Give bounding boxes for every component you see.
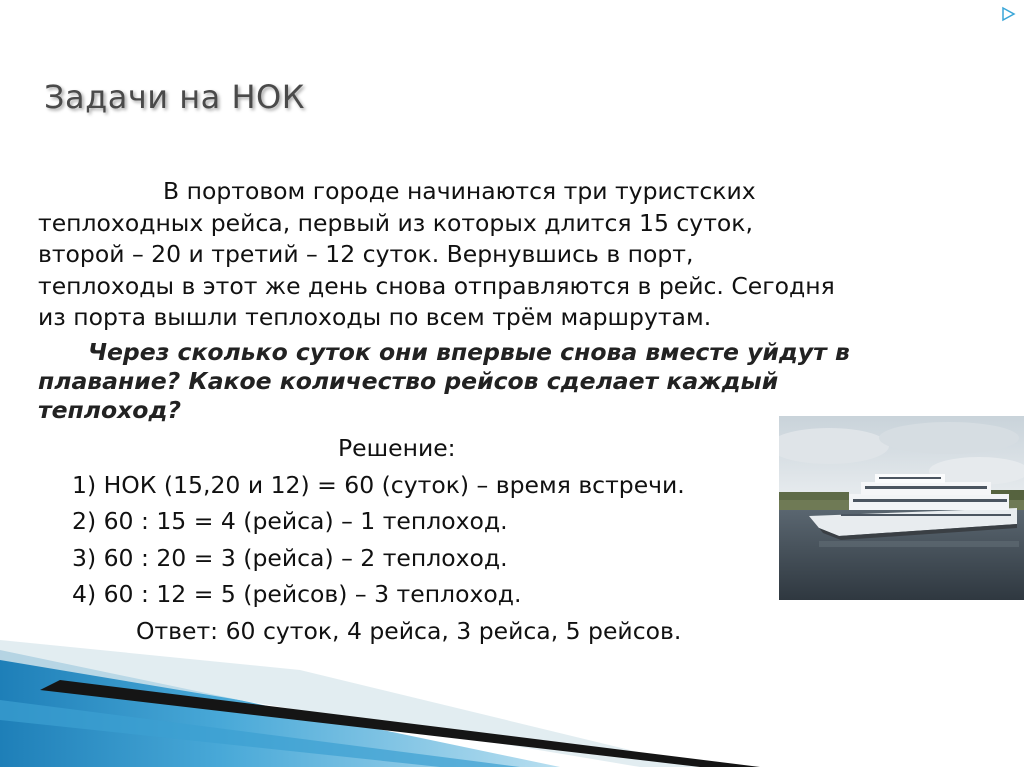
problem-line: второй – 20 и третий – 12 суток. Вернувшись в порт, [38,240,694,268]
solution-step: 1) НОК (15,20 и 12) = 60 (суток) – время встречи. [72,470,685,499]
question-line: теплоход? [38,396,182,424]
solution-step: 4) 60 : 12 = 5 (рейсов) – 3 теплоход. [72,580,522,608]
problem-line: теплоходы в этот же день снова отправляются в рейс. Сегодня [38,271,835,300]
solution-step: 2) 60 : 15 = 4 (рейса) – 1 теплоход. [72,507,508,535]
question-line: Через сколько суток они впервые снова вместе уйдут в [88,338,850,366]
solution-block [72,430,685,649]
question-text [38,338,918,425]
question-line: плавание? Какое количество рейсов сделает каждый [38,367,779,395]
problem-line: теплоходных рейса, первый из которых длится 15 суток, [38,208,753,237]
wave-decoration [0,640,1024,767]
page-title: Задачи на НОК [44,78,305,116]
problem-line: из порта вышли теплоходы по всем трём маршрутам. [38,303,712,331]
ship-photo [779,416,1024,600]
nav-arrow-icon[interactable] [1000,6,1016,22]
solution-step: 3) 60 : 20 = 3 (рейса) – 2 теплоход. [72,543,508,572]
problem-text [38,176,958,334]
problem-line: В портовом городе начинаются три туристских [163,177,756,205]
solution-answer: Ответ: 60 суток, 4 рейса, 3 рейса, 5 рейсов. [136,616,682,645]
solution-heading: Решение: [338,434,456,462]
